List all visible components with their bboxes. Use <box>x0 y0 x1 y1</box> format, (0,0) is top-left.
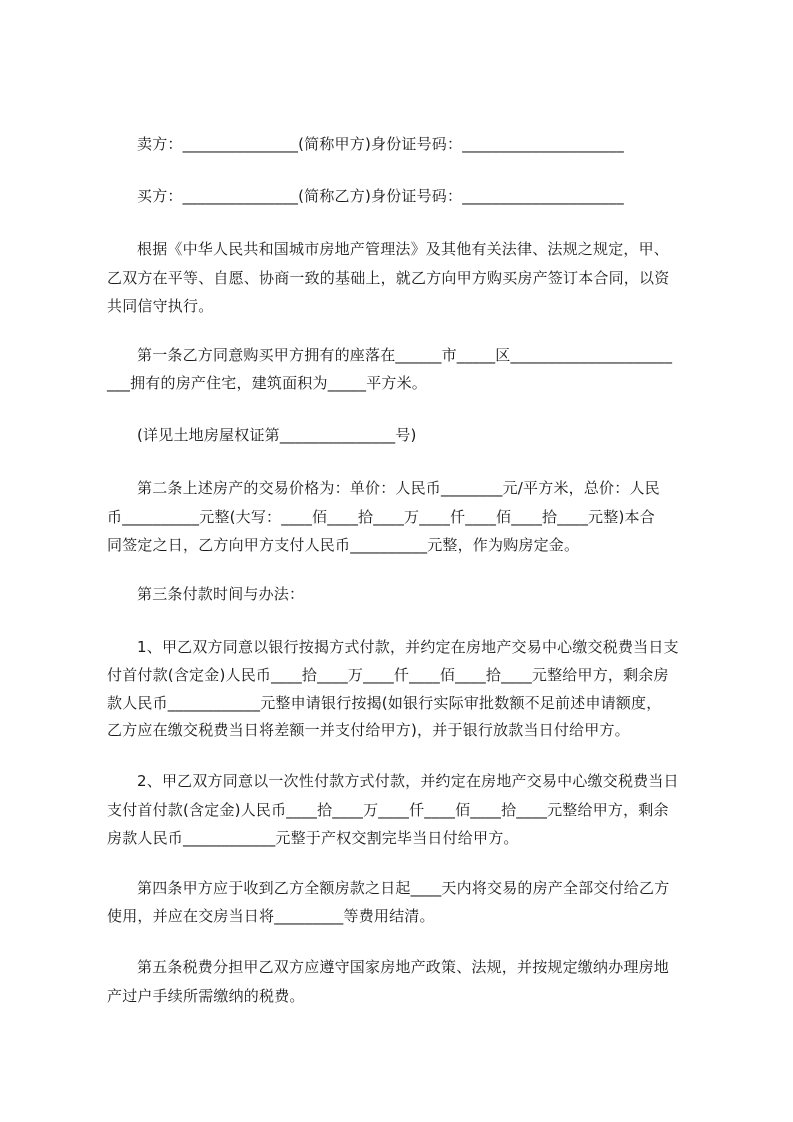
article5-line-2: 产过户手续所需缴纳的税费。 <box>107 987 305 1005</box>
article1-line-1: 第一条乙方同意购买甲方拥有的座落在______市_____区_____________________ <box>137 346 673 364</box>
intro-line-3: 共同信守执行。 <box>107 297 214 315</box>
payment1-line-1: 1、甲乙双方同意以银行按揭方式付款，并约定在房地产交易中心缴交税费当日支 <box>137 638 679 656</box>
intro-line-2: 乙双方在平等、自愿、协商一致的基础上，就乙方向甲方购买房产签订本合同，以资 <box>107 269 670 287</box>
buyer-line: 买方：_______________(简称乙方)身份证号码：_____________________ <box>137 187 624 205</box>
payment1-line-4: 乙方应在缴交税费当日将差额一并支付给甲方)，并于银行放款当日付给甲方。 <box>107 721 630 739</box>
article2-line-3: 同签定之日，乙方向甲方支付人民币__________元整，作为购房定金。 <box>107 536 580 554</box>
article4-line-1: 第四条甲方应于收到乙方全额房款之日起____天内将交易的房产全部交付给乙方 <box>137 879 670 897</box>
article3-title: 第三条付款时间与办法： <box>137 585 305 603</box>
payment2-line-3: 房款人民币____________元整于产权交割完毕当日付给甲方。 <box>107 829 519 847</box>
payment2-line-2: 支付首付款(含定金)人民币____拾____万____仟____佰____拾____元整给甲方，剩余 <box>107 801 669 819</box>
certificate-line: (详见土地房屋权证第_______________号) <box>137 426 417 444</box>
payment2-line-1: 2、甲乙双方同意以一次性付款方式付款，并约定在房地产交易中心缴交税费当日 <box>137 772 679 790</box>
payment1-line-2: 付首付款(含定金)人民币____拾____万____仟____佰____拾____元整给甲方，剩余房 <box>107 666 669 684</box>
intro-line-1: 根据《中华人民共和国城市房地产管理法》及其他有关法律、法规之规定，甲、 <box>137 240 670 258</box>
article4-line-2: 使用，并应在交房当日将_________等费用结清。 <box>107 907 435 925</box>
article1-line-2: ___拥有的房产住宅，建筑面积为_____平方米。 <box>107 374 428 392</box>
payment1-line-3: 款人民币____________元整申请银行按揭(如银行实际审批数额不足前述申请额度， <box>107 694 662 712</box>
article2-line-1: 第二条上述房产的交易价格为：单价：人民币________元/平方米，总价：人民 <box>137 479 660 497</box>
article2-line-2: 币__________元整(大写：____佰____拾____万____仟____佰____拾____元整)本合 <box>107 508 655 526</box>
article5-line-1: 第五条税费分担甲乙双方应遵守国家房地产政策、法规，并按规定缴纳办理房地 <box>137 958 670 976</box>
seller-line: 卖方：_______________(简称甲方)身份证号码：_____________________ <box>137 135 624 153</box>
